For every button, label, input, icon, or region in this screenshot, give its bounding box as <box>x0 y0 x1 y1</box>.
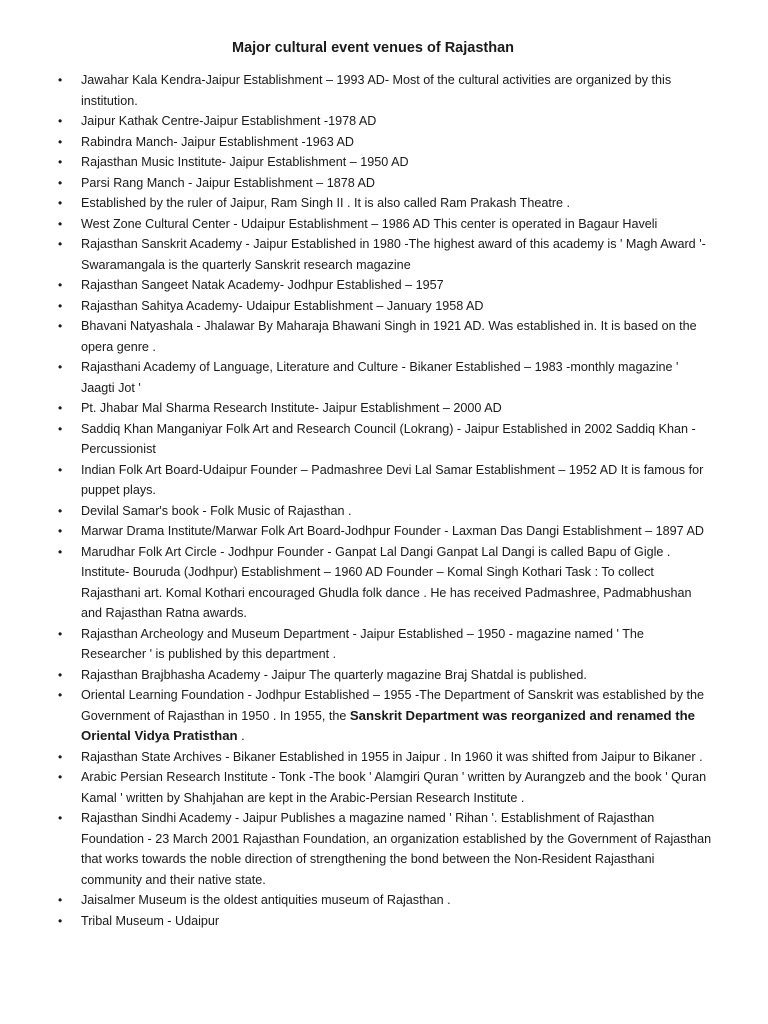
list-item-text: Rajasthan Archeology and Museum Department - Jaipur Established – 1950 - magazine named ' The Researcher ' is published by this department . <box>81 626 644 661</box>
list-item <box>0 173 768 194</box>
list-item <box>0 316 768 357</box>
bullet-icon: • <box>58 73 63 87</box>
bullet-icon: • <box>58 134 63 149</box>
list-item-text: Rajasthan Brajbhasha Academy - Jaipur The quarterly magazine Braj Shatdal is published. <box>81 667 587 682</box>
list-item <box>0 747 768 768</box>
list-item-trailing-text: . <box>237 729 245 743</box>
list-item-text: Saddiq Khan Manganiyar Folk Art and Research Council (Lokrang) - Jaipur Established in 2002 Saddiq Khan - Percussionist <box>81 421 696 456</box>
bullet-icon: • <box>58 196 63 210</box>
list-item-text: Established by the ruler of Jaipur, Ram Singh II . It is also called Ram Prakash Theatre . <box>81 196 571 210</box>
list-item <box>0 152 768 173</box>
list-item <box>0 521 768 542</box>
list-item <box>0 685 768 747</box>
bullet-icon: • <box>58 421 63 436</box>
list-item-text: Rajasthan Sindhi Academy - Jaipur Publishes a magazine named ' Rihan '. Establishment of Rajasthan Foundation - 23 March 2001 Rajasthan Foundation, an organization established by the Government of Rajasthan that works towards the noble direction of strengthening the bond between the Non-Resident Rajasthani community and their native state. <box>81 811 712 887</box>
bullet-icon: • <box>58 626 63 641</box>
bullet-icon: • <box>58 667 63 682</box>
list-item-text: Tribal Museum - Udaipur <box>81 913 220 928</box>
list-item <box>0 296 768 317</box>
list-item <box>0 460 768 501</box>
bullet-icon: • <box>58 278 63 292</box>
list-item-text: Indian Folk Art Board-Udaipur Founder – Padmashree Devi Lal Samar Establishment – 1952 AD It is famous for puppet plays. <box>81 462 704 497</box>
bullet-icon: • <box>58 237 63 251</box>
bullet-icon: • <box>58 401 63 415</box>
bullet-icon: • <box>58 360 63 374</box>
page-title: Major cultural event venues of Rajasthan <box>231 40 515 56</box>
list-item-text: Rabindra Manch- Jaipur Establishment -1963 AD <box>81 134 355 149</box>
bullet-icon: • <box>58 524 63 538</box>
bullet-icon: • <box>58 319 63 333</box>
list-item <box>0 890 768 911</box>
bullet-icon: • <box>58 155 63 169</box>
list-item <box>0 70 768 111</box>
list-item-text: Rajasthani Academy of Language, Literature and Culture - Bikaner Established – 1983 -monthly magazine ' Jaagti Jot ' <box>81 360 679 395</box>
list-item <box>0 665 768 686</box>
bullet-icon: • <box>58 216 63 231</box>
list-item-text: Rajasthan Sahitya Academy- Udaipur Establishment – January 1958 AD <box>81 298 484 313</box>
list-item-text: Rajasthan Sangeet Natak Academy- Jodhpur Established – 1957 <box>81 278 444 292</box>
list-item <box>0 911 768 932</box>
list-item <box>0 193 768 214</box>
list-item <box>0 398 768 419</box>
list-item <box>0 111 768 132</box>
list-item-text: Marudhar Folk Art Circle - Jodhpur Founder - Ganpat Lal Dangi Ganpat Lal Dangi is called Bapu of Gigle . Institute- Bouruda (Jodhpur) Establishment – 1960 AD Founder – Komal Singh Kothari Task : To collect Rajasthani art. Komal Kothari encouraged Ghudla folk dance . He has received Padmashree, Padmabhushan and Rajasthan Ratna awards. <box>81 544 692 620</box>
list-item-text: Jaipur Kathak Centre-Jaipur Establishment -1978 AD <box>81 114 377 128</box>
list-item-text: Marwar Drama Institute/Marwar Folk Art Board-Jodhpur Founder - Laxman Das Dangi Establishment – 1897 AD <box>81 524 704 538</box>
list-item <box>0 624 768 665</box>
list-item-text: Bhavani Natyashala - Jhalawar By Maharaja Bhawani Singh in 1921 AD. Was established in. It is based on the opera genre . <box>81 319 697 354</box>
bullet-icon: • <box>58 811 63 825</box>
bullet-icon: • <box>58 913 63 928</box>
list-item-text: Parsi Rang Manch - Jaipur Establishment – 1878 AD <box>81 175 376 190</box>
list-item-text: Arabic Persian Research Institute - Tonk -The book ' Alamgiri Quran ' written by Aurangzeb and the book ' Quran Kamal ' written by Shahjahan are kept in the Arabic-Persian Research Institute . <box>81 770 707 805</box>
list-item <box>0 234 768 275</box>
list-item-text: Jaisalmer Museum is the oldest antiquities museum of Rajasthan . <box>81 893 451 907</box>
list-item <box>0 132 768 153</box>
list-item-text: Rajasthan Sanskrit Academy - Jaipur Established in 1980 -The highest award of this academy is ' Magh Award '-Swaramangala is the quarterly Sanskrit research magazine <box>81 237 706 272</box>
bullet-icon: • <box>58 175 63 190</box>
bullet-icon: • <box>58 688 63 702</box>
bullet-icon: • <box>58 298 63 313</box>
list-item-text: Devilal Samar's book - Folk Music of Rajasthan . <box>81 503 352 518</box>
list-item <box>0 214 768 235</box>
list-item-text: Jawahar Kala Kendra-Jaipur Establishment – 1993 AD- Most of the cultural activities are organized by this institution. <box>81 73 672 108</box>
bullet-icon: • <box>58 893 63 907</box>
bullet-icon: • <box>58 462 63 477</box>
bullet-icon: • <box>58 770 63 784</box>
list-item <box>0 808 768 890</box>
bullet-icon: • <box>58 114 63 128</box>
list-item <box>0 275 768 296</box>
list-item-text: Pt. Jhabar Mal Sharma Research Institute- Jaipur Establishment – 2000 AD <box>81 401 502 415</box>
list-item <box>0 357 768 398</box>
list-item-text: Rajasthan Music Institute- Jaipur Establishment – 1950 AD <box>81 155 409 169</box>
list-item <box>0 767 768 808</box>
list-item-text: West Zone Cultural Center - Udaipur Establishment – 1986 AD This center is operated in Bagaur Haveli <box>81 216 658 231</box>
bullet-icon: • <box>58 503 63 518</box>
list-item <box>0 501 768 522</box>
bullet-icon: • <box>58 544 63 559</box>
list-item <box>0 419 768 460</box>
list-item-bold-text: Sanskrit Department was reorganized and renamed the Oriental Vidya Pratisthan <box>81 707 696 743</box>
venue-list <box>0 70 768 931</box>
list-item <box>0 542 768 624</box>
list-item-text: Rajasthan State Archives - Bikaner Established in 1955 in Jaipur . In 1960 it was shifted from Jaipur to Bikaner . <box>81 749 703 764</box>
bullet-icon: • <box>58 749 63 764</box>
list-item-text: Oriental Learning Foundation - Jodhpur Established – 1955 -The Department of Sanskrit was established by the Government of Rajasthan in 1950 . In 1955, the <box>81 688 705 723</box>
